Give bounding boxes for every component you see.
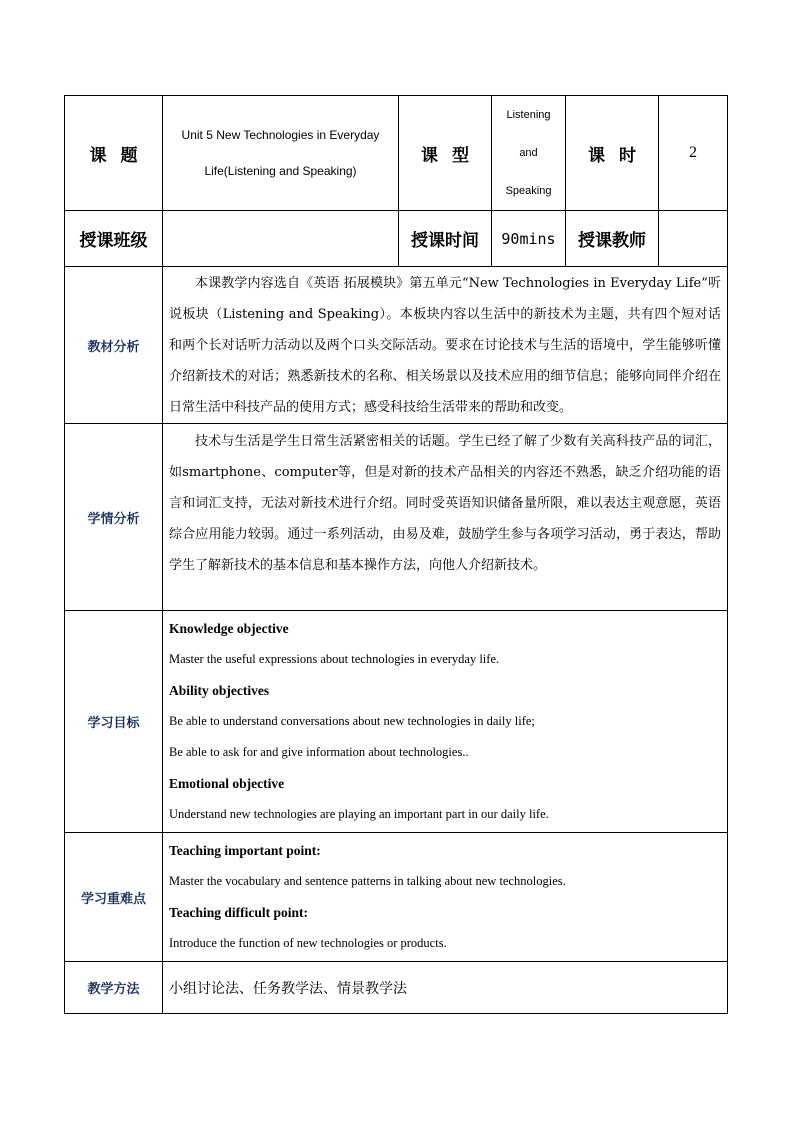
students-row xyxy=(65,424,728,611)
teacher-label: 授课教师 xyxy=(566,211,659,267)
methods-row xyxy=(65,962,728,1014)
class-value xyxy=(163,211,399,267)
header-row xyxy=(65,96,728,211)
knowledge-title: Knowledge objective xyxy=(169,621,289,636)
type-value-line-2: and xyxy=(519,147,538,159)
emotional-title: Emotional objective xyxy=(169,776,285,791)
type-value-line-1: Listening xyxy=(506,109,551,121)
ability-title: Ability objectives xyxy=(169,683,270,698)
important-line: Master the vocabulary and sentence patterns in talking about new technologies. xyxy=(169,874,566,888)
materials-text: 本课教学内容选自《英语 拓展模块》第五单元“New Technologies in Everyday Life”听说板块（Listening and Speaking）。本板块内容以生活中的新技术为主题，共有四个短对话和两个长对话听力活动以及两个口头交际活动。要求在讨论技术与生活的语境中，学生能够听懂介绍新技术的对话；熟悉新技术的名称、相关场景以及技术应用的细节信息；能够向同伴介绍在日常生活中科技产品的使用方式；感受科技给生活带来的帮助和改变。 xyxy=(163,267,728,424)
time-label: 授课时间 xyxy=(399,211,492,267)
methods-label: 教学方法 xyxy=(65,962,163,1014)
students-label: 学情分析 xyxy=(65,424,163,611)
ability-line-2: Be able to ask for and give information about technologies.. xyxy=(169,745,469,759)
teacher-value xyxy=(659,211,728,267)
materials-row xyxy=(65,267,728,424)
topic-value: Unit 5 New Technologies in Everyday Life(Listening and Speaking) xyxy=(163,96,399,211)
ability-line-1: Be able to understand conversations about new technologies in daily life; xyxy=(169,714,535,728)
difficult-line: Introduce the function of new technologies or products. xyxy=(169,936,447,950)
keypoints-label: 学习重难点 xyxy=(65,833,163,962)
difficult-title: Teaching difficult point: xyxy=(169,905,309,920)
type-value-line-3: Speaking xyxy=(505,185,552,197)
class-label: 授课班级 xyxy=(65,211,163,267)
hours-label: 课时 xyxy=(566,96,659,211)
class-info-row xyxy=(65,211,728,267)
emotional-line: Understand new technologies are playing an important part in our daily life. xyxy=(169,807,549,821)
keypoints-row xyxy=(65,833,728,962)
methods-text: 小组讨论法、任务教学法、情景教学法 xyxy=(163,962,728,1014)
lesson-plan-table xyxy=(64,95,728,1014)
type-label: 课型 xyxy=(399,96,492,211)
keypoints-content xyxy=(163,833,728,962)
topic-label: 课题 xyxy=(65,96,163,211)
time-value: 90mins xyxy=(492,211,566,267)
objectives-label: 学习目标 xyxy=(65,611,163,833)
type-value xyxy=(492,96,566,211)
materials-label: 教材分析 xyxy=(65,267,163,424)
hours-value: 2 xyxy=(659,96,728,211)
objectives-content xyxy=(163,611,728,833)
knowledge-line: Master the useful expressions about technologies in everyday life. xyxy=(169,652,500,666)
students-text: 技术与生活是学生日常生活紧密相关的话题。学生已经了解了少数有关高科技产品的词汇，如smartphone、computer等，但是对新的技术产品相关的内容还不熟悉，缺乏介绍功能的语言和词汇支持，无法对新技术进行介绍。同时受英语知识储备量所限，难以表达主观意愿，英语综合应用能力较弱。通过一系列活动，由易及难，鼓励学生参与各项学习活动，勇于表达，帮助学生了解新技术的基本信息和基本操作方法，向他人介绍新技术。 xyxy=(163,424,728,611)
important-title: Teaching important point: xyxy=(169,843,321,858)
objectives-row xyxy=(65,611,728,833)
